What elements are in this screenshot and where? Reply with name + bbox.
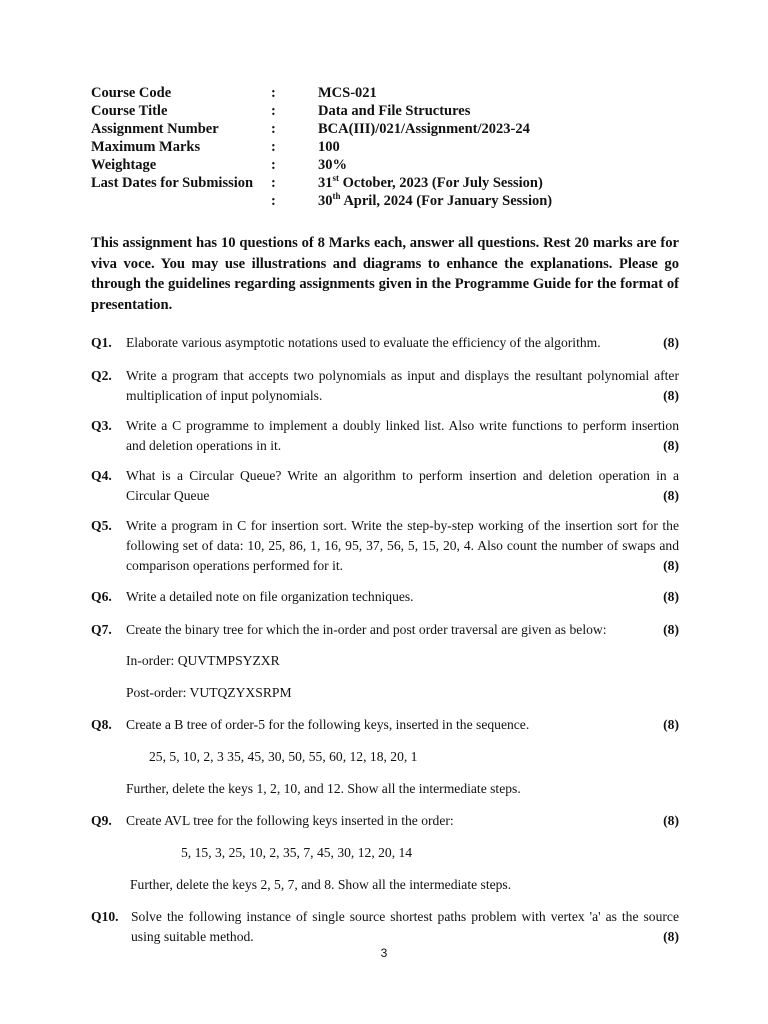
question-marks: (8)	[663, 717, 679, 732]
question-number: Q9.	[91, 813, 112, 828]
date-day: 30	[318, 193, 333, 209]
question-text-wrap	[126, 416, 679, 456]
question-number: Q1.	[91, 335, 112, 350]
question-text-wrap	[126, 811, 679, 831]
btree-keys: 25, 5, 10, 2, 3 35, 45, 30, 50, 55, 60, 12, 18, 20, 1	[149, 749, 418, 764]
info-colon: :	[271, 103, 276, 119]
date-rest: April, 2024 (For January Session)	[340, 193, 553, 209]
info-colon: :	[271, 193, 276, 209]
question-2	[91, 366, 679, 406]
question-number: Q10.	[91, 909, 119, 924]
question-marks: (8)	[663, 589, 679, 604]
info-colon: :	[271, 157, 276, 173]
question-text: Solve the following instance of single source shortest paths problem with vertex 'a' as the source using suitable method.	[131, 909, 679, 944]
info-value: 30%	[318, 157, 347, 173]
question-text-wrap	[126, 516, 679, 576]
question-text-wrap	[126, 620, 679, 640]
page-number: 3	[380, 946, 388, 960]
info-value	[318, 192, 691, 210]
info-row-weightage	[91, 156, 691, 174]
question-text-wrap	[131, 907, 679, 947]
question-8	[91, 715, 679, 735]
date-suffix: st	[332, 173, 339, 184]
info-row-course-title	[91, 102, 691, 120]
question-text-wrap	[126, 587, 679, 607]
info-label: Assignment Number	[91, 121, 219, 137]
avl-keys: 5, 15, 3, 25, 10, 2, 35, 7, 45, 30, 12, 20, 14	[181, 845, 413, 860]
date-day: 31	[318, 175, 333, 191]
date-rest: October, 2023 (For July Session)	[339, 175, 543, 191]
question-number: Q3.	[91, 418, 112, 433]
question-text-wrap	[126, 366, 679, 406]
question-4	[91, 466, 679, 506]
question-marks: (8)	[663, 388, 679, 403]
question-text: Write a detailed note on file organization techniques.	[126, 589, 414, 604]
info-value: BCA(III)/021/Assignment/2023-24	[318, 121, 530, 137]
question-text: Create a B tree of order-5 for the following keys, inserted in the sequence.	[126, 717, 530, 732]
question-text: Write a program that accepts two polynomials as input and displays the resultant polynomial after multiplication of input polynomials.	[126, 368, 679, 403]
question-marks: (8)	[663, 622, 679, 637]
question-number: Q6.	[91, 589, 112, 604]
question-text-wrap	[126, 715, 679, 735]
question-text-wrap	[126, 333, 679, 353]
question-text: What is a Circular Queue? Write an algorithm to perform insertion and deletion operation in a Circular Queue	[126, 468, 679, 503]
question-text: Elaborate various asymptotic notations used to evaluate the efficiency of the algorithm.	[126, 335, 601, 350]
course-info-table	[91, 84, 691, 210]
date-suffix: th	[332, 191, 341, 202]
info-value: MCS-021	[318, 85, 377, 101]
info-label: Course Title	[91, 103, 168, 119]
question-text: Create AVL tree for the following keys inserted in the order:	[126, 813, 454, 828]
question-marks: (8)	[663, 438, 679, 453]
postorder-traversal: Post-order: VUTQZYXSRPM	[126, 685, 292, 700]
question-3	[91, 416, 679, 456]
question-text: Write a C programme to implement a doubly linked list. Also write functions to perform insertion and deletion operations in it.	[126, 418, 679, 453]
question-marks: (8)	[663, 488, 679, 503]
info-label: Weightage	[91, 157, 157, 173]
info-colon: :	[271, 139, 276, 155]
question-9	[91, 811, 679, 831]
question-number: Q7.	[91, 622, 112, 637]
info-row-maximum-marks	[91, 138, 691, 156]
question-marks: (8)	[663, 929, 679, 944]
info-colon: :	[271, 121, 276, 137]
question-10	[91, 907, 679, 947]
question-7	[91, 620, 679, 640]
question-marks: (8)	[663, 558, 679, 573]
instructions-paragraph: This assignment has 10 questions of 8 Marks each, answer all questions. Rest 20 marks are for viva voce. You may use illustrations and diagrams to enhance the explanations. Please go through the guidelines regarding assignments given in the Programme Guide for the format of presentation.	[91, 235, 679, 313]
question-number: Q2.	[91, 368, 112, 383]
info-value: 100	[318, 139, 340, 155]
avl-delete-instruction: Further, delete the keys 2, 5, 7, and 8. Show all the intermediate steps.	[130, 877, 512, 892]
question-marks: (8)	[663, 335, 679, 350]
question-number: Q8.	[91, 717, 112, 732]
inorder-traversal: In-order: QUVTMPSYZXR	[126, 653, 280, 668]
question-6	[91, 587, 679, 607]
question-number: Q4.	[91, 468, 112, 483]
info-value	[318, 174, 691, 192]
question-1	[91, 333, 679, 353]
info-colon: :	[271, 175, 276, 191]
info-row-assignment-number	[91, 120, 691, 138]
info-colon: :	[271, 85, 276, 101]
question-text-wrap	[126, 466, 679, 506]
info-row-submission-july	[91, 174, 691, 192]
info-label: Last Dates for Submission	[91, 175, 254, 191]
question-number: Q5.	[91, 518, 112, 533]
info-row-course-code	[91, 84, 691, 102]
question-marks: (8)	[663, 813, 679, 828]
info-label	[91, 192, 271, 210]
question-5	[91, 516, 679, 576]
question-text: Write a program in C for insertion sort. Write the step-by-step working of the insertion sort for the following set of data: 10, 25, 86, 1, 16, 95, 37, 56, 5, 15, 20, 4. Also count the number of swaps and comparison operations performed for it.	[126, 518, 679, 573]
btree-delete-instruction: Further, delete the keys 1, 2, 10, and 12. Show all the intermediate steps.	[126, 781, 521, 796]
question-text: Create the binary tree for which the in-order and post order traversal are given as below:	[126, 622, 607, 637]
info-row-submission-january	[91, 192, 691, 210]
info-value: Data and File Structures	[318, 103, 471, 119]
info-label: Maximum Marks	[91, 139, 201, 155]
info-label: Course Code	[91, 85, 172, 101]
